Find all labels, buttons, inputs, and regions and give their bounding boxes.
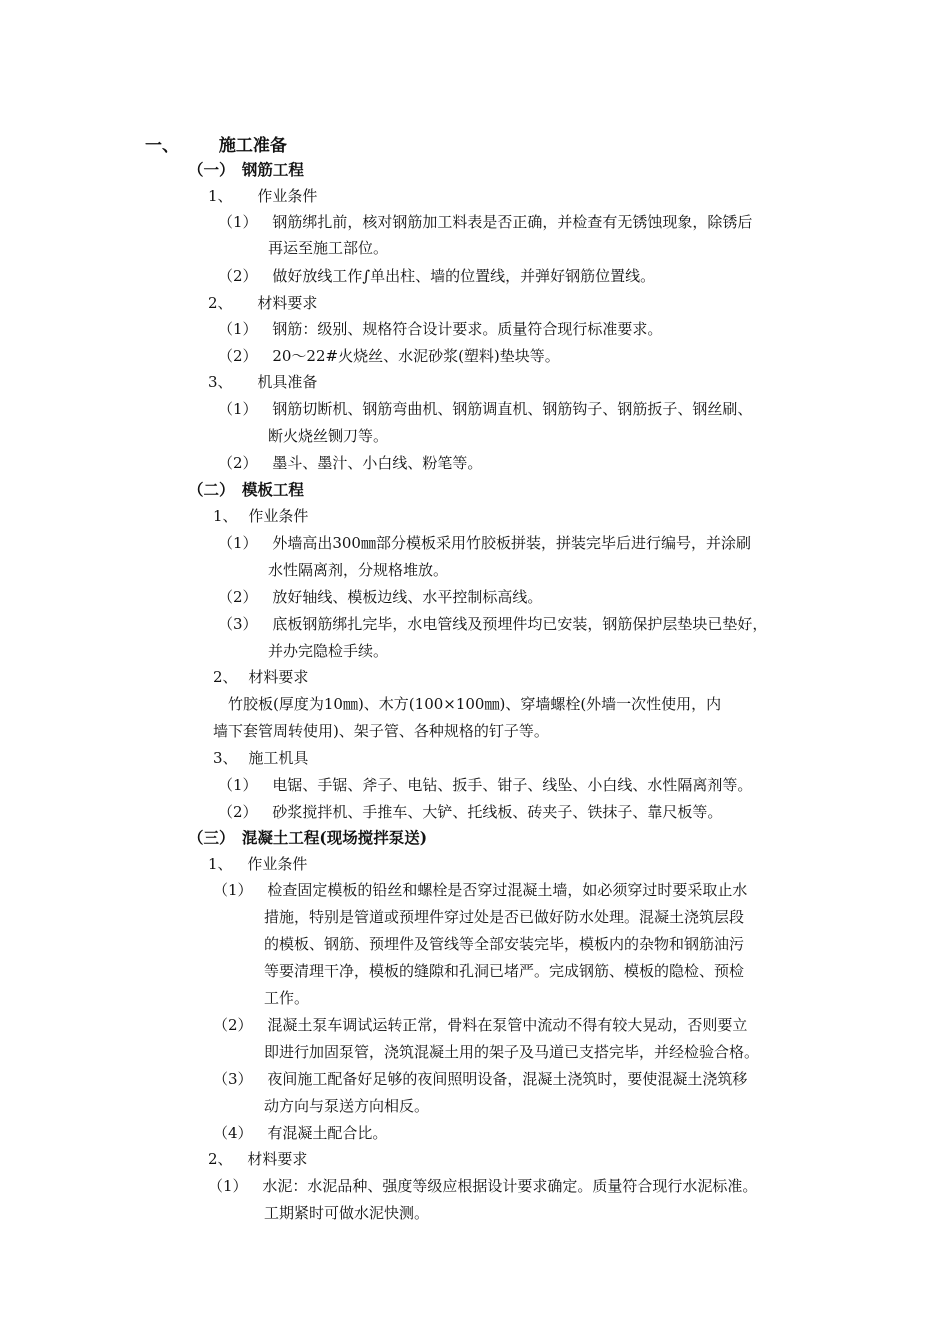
subsection-heading-concrete	[188, 828, 427, 848]
list-item: （3） 底板钢筋绑扎完毕，水电管线及预埋件均已安装，钢筋保护层垫块已垫好，	[218, 615, 768, 633]
list-item: （2） 做好放线工作∫单出柱、墙的位置线，并弹好钢筋位置线。	[218, 267, 656, 285]
list-item: （2） 墨斗、墨汁、小白线、粉笔等。	[218, 454, 483, 472]
subsection-title: 模板工程	[241, 480, 304, 499]
item-heading: 1、 作业条件	[208, 187, 318, 205]
list-item-continuation: 水性隔离剂，分规格堆放。	[268, 561, 449, 579]
subsection-number: （二）	[188, 480, 235, 499]
item-heading: 1、 作业条件	[213, 507, 309, 525]
subsection-number: （三）	[188, 828, 235, 847]
list-item: （4） 有混凝土配合比。	[213, 1124, 388, 1142]
list-item-continuation: 工期紧时可做水泥快测。	[264, 1204, 430, 1222]
list-item-continuation: 的模板、钢筋、预埋件及管线等全部安装完毕，模板内的杂物和钢筋油污	[264, 935, 745, 953]
subsection-heading-formwork	[188, 480, 304, 500]
list-item-continuation: 等要清理干净，模板的缝隙和孔洞已堵严。完成钢筋、模板的隐检、预检	[264, 962, 745, 980]
item-heading: 1、 作业条件	[208, 855, 308, 873]
list-item: （1） 外墙高出300㎜部分模板采用竹胶板拼装，拼装完毕后进行编号，并涂刷	[218, 534, 751, 552]
item-heading: 3、 机具准备	[208, 373, 318, 391]
list-item-continuation: 措施，特别是管道或预埋件穿过处是否已做好防水处理。混凝土浇筑层段	[264, 908, 745, 926]
subsection-title: 混凝土工程(现场搅拌泵送)	[241, 828, 428, 847]
section-number: 一、	[145, 136, 179, 156]
item-heading: 2、 材料要求	[208, 1150, 308, 1168]
item-heading: 2、 材料要求	[208, 294, 318, 312]
list-item: （1） 水泥：水泥品种、强度等级应根据设计要求确定。质量符合现行水泥标准。	[208, 1177, 758, 1195]
subsection-number: （一）	[188, 160, 235, 179]
list-item: （1） 电锯、手锯、斧子、电钻、扳手、钳子、线坠、小白线、水性隔离剂等。	[218, 776, 753, 794]
list-item-continuation: 断火烧丝铡刀等。	[268, 427, 389, 445]
list-item: （1） 钢筋：级别、规格符合设计要求。质量符合现行标准要求。	[218, 320, 663, 338]
list-item-continuation: 并办完隐检手续。	[268, 642, 389, 660]
section-heading	[145, 136, 287, 156]
list-item: （3） 夜间施工配备好足够的夜间照明设备，混凝土浇筑时，要使混凝土浇筑移	[213, 1070, 748, 1088]
list-item: （2） 20～22#火烧丝、水泥砂浆(塑料)垫块等。	[218, 347, 560, 365]
list-item-continuation: 工作。	[264, 989, 310, 1007]
list-item: （1） 钢筋绑扎前，核对钢筋加工料表是否正确，并检查有无锈蚀现象，除锈后	[218, 213, 753, 231]
item-heading: 2、 材料要求	[213, 668, 309, 686]
item-heading: 3、 施工机具	[213, 749, 309, 767]
paragraph-line: 竹胶板(厚度为10㎜)、木方(100×100㎜)、穿墙螺栓(外墙一次性使用，内	[228, 695, 722, 713]
list-item-continuation: 即进行加固泵管，浇筑混凝土用的架子及马道已支搭完毕，并经检验合格。	[264, 1043, 760, 1061]
subsection-title: 钢筋工程	[241, 160, 304, 179]
list-item: （1） 检查固定模板的铅丝和螺栓是否穿过混凝土墙，如必须穿过时要采取止水	[213, 881, 748, 899]
section-title: 施工准备	[218, 136, 287, 156]
list-item: （2） 砂浆搅拌机、手推车、大铲、托线板、砖夹子、铁抹子、靠尺板等。	[218, 803, 723, 821]
list-item-continuation: 再运至施工部位。	[268, 239, 389, 257]
list-item: （1） 钢筋切断机、钢筋弯曲机、钢筋调直机、钢筋钩子、钢筋扳子、钢丝刷、	[218, 400, 753, 418]
subsection-heading-rebar	[188, 160, 304, 180]
list-item-continuation: 动方向与泵送方向相反。	[264, 1097, 430, 1115]
paragraph-line: 墙下套管周转使用)、架子管、各种规格的钉子等。	[213, 722, 549, 740]
list-item: （2） 混凝土泵车调试运转正常，骨料在泵管中流动不得有较大晃动，否则要立	[213, 1016, 748, 1034]
list-item: （2） 放好轴线、模板边线、水平控制标高线。	[218, 588, 543, 606]
